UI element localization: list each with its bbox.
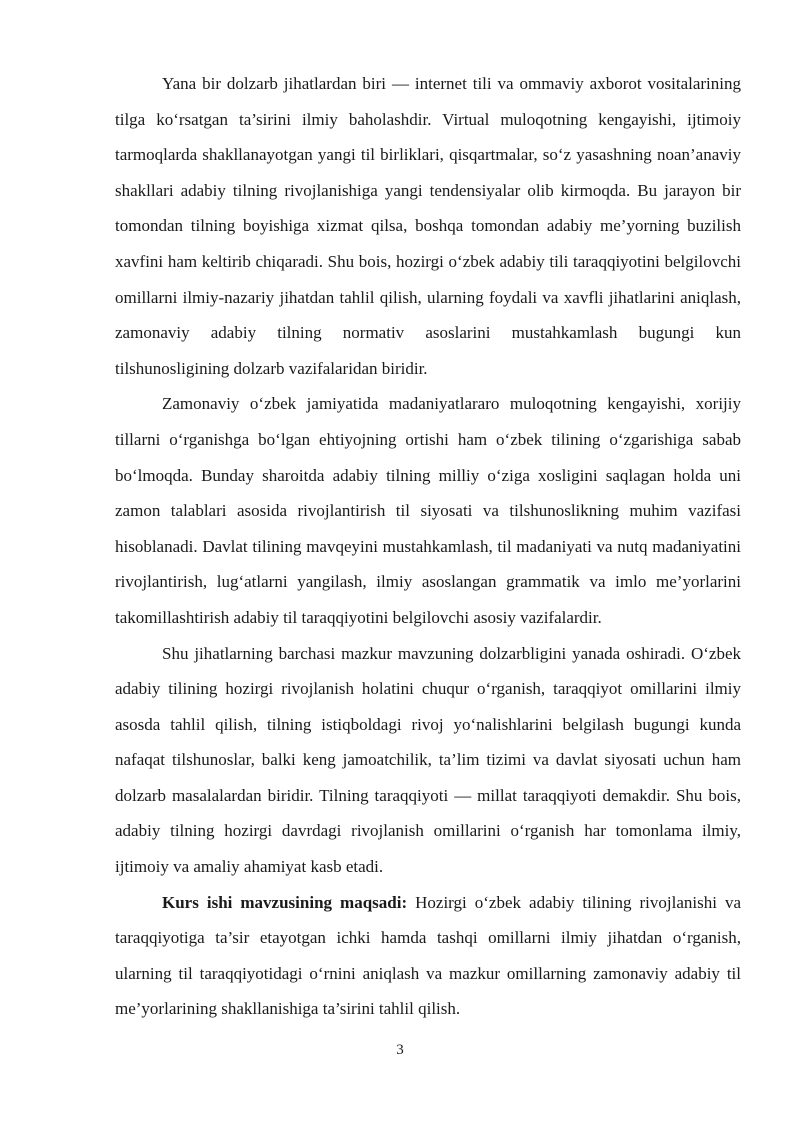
page-number: 3 [396,1042,404,1058]
document-body [115,66,741,1027]
paragraph-course-goal [115,885,741,1027]
paragraph-internet-language [115,66,741,386]
paragraph-text: Yana bir dolzarb jihatlardan biri — internet tili va ommaviy axborot vositalarining tilga ko‘rsatgan ta’sirini ilmiy baholashdir. Virtual muloqotning kengayishi, ijtimoiy tarmoqlarda shakllanayotgan yangi til birliklari, qisqartmalar, so‘z yasashning noan’anaviy shakllari adabiy tilning rivojlanishiga yangi tendensiyalar olib kirmoqda. Bu jarayon bir tomondan tilning boyishiga xizmat qilsa, boshqa tomondan adabiy me’yorning buzilish xavfini ham keltirib chiqaradi. Shu bois, hozirgi o‘zbek adabiy tili taraqqiyotini belgilovchi omillarni ilmiy-nazariy jihatdan tahlil qilish, ularning foydali va xavfli jihatlarini aniqlash, zamonaviy adabiy tilning normativ asoslarini mustahkamlash bugungi kun tilshunosligining dolzarb vazifalaridan biridir. [115,74,741,378]
paragraph-text: Zamonaviy o‘zbek jamiyatida madaniyatlararo muloqotning kengayishi, xorijiy tillarni o‘rganishga bo‘lgan ehtiyojning ortishi ham o‘zbek tilining o‘zgarishiga sabab bo‘lmoqda. Bunday sharoitda adabiy tilning milliy o‘ziga xosligini saqlagan holda uni zamon talablari asosida rivojlantirish til siyosati va tilshunoslikning muhim vazifasi hisoblanadi. Davlat tilining mavqeyini mustahkamlash, til madaniyati va nutq madaniyatini rivojlantirish, lug‘atlarni yangilash, ilmiy asoslangan grammatik va imlo me’yorlarini takomillashtirish adabiy til taraqqiyotini belgilovchi asosiy vazifalardir. [115,394,741,627]
paragraph-topic-relevance [115,636,741,885]
paragraph-text: Hozirgi o‘zbek adabiy tilining rivojlanishi va taraqqiyotiga ta’sir etayotgan ichki hamda tashqi omillarni ilmiy jihatdan o‘rganish, ularning til taraqqiyotidagi o‘rnini aniqlash va mazkur omillarning zamonaviy adabiy til me’yorlarining shakllanishiga ta’sirini tahlil qilish. [115,892,741,1019]
paragraph-text: Shu jihatlarning barchasi mazkur mavzuning dolzarbligini yanada oshiradi. O‘zbek adabiy tilining hozirgi rivojlanish holatini chuqur o‘rganish, taraqqiyot omillarini ilmiy asosda tahlil qilish, tilning istiqboldagi rivoj yo‘nalishlarini belgilash bugungi kunda nafaqat tilshunoslar, balki keng jamoatchilik, ta’lim tizimi va davlat siyosati uchun ham dolzarb masalalardan biridir. Tilning taraqqiyoti — millat taraqqiyoti demakdir. Shu bois, adabiy tilning hozirgi davrdagi rivojlanish omillarini o‘rganish har tomonlama ilmiy, ijtimoiy va amaliy ahamiyat kasb etadi. [115,643,741,877]
course-goal-heading: Kurs ishi mavzusining maqsadi: [162,892,408,912]
paragraph-intercultural-communication [115,386,741,635]
